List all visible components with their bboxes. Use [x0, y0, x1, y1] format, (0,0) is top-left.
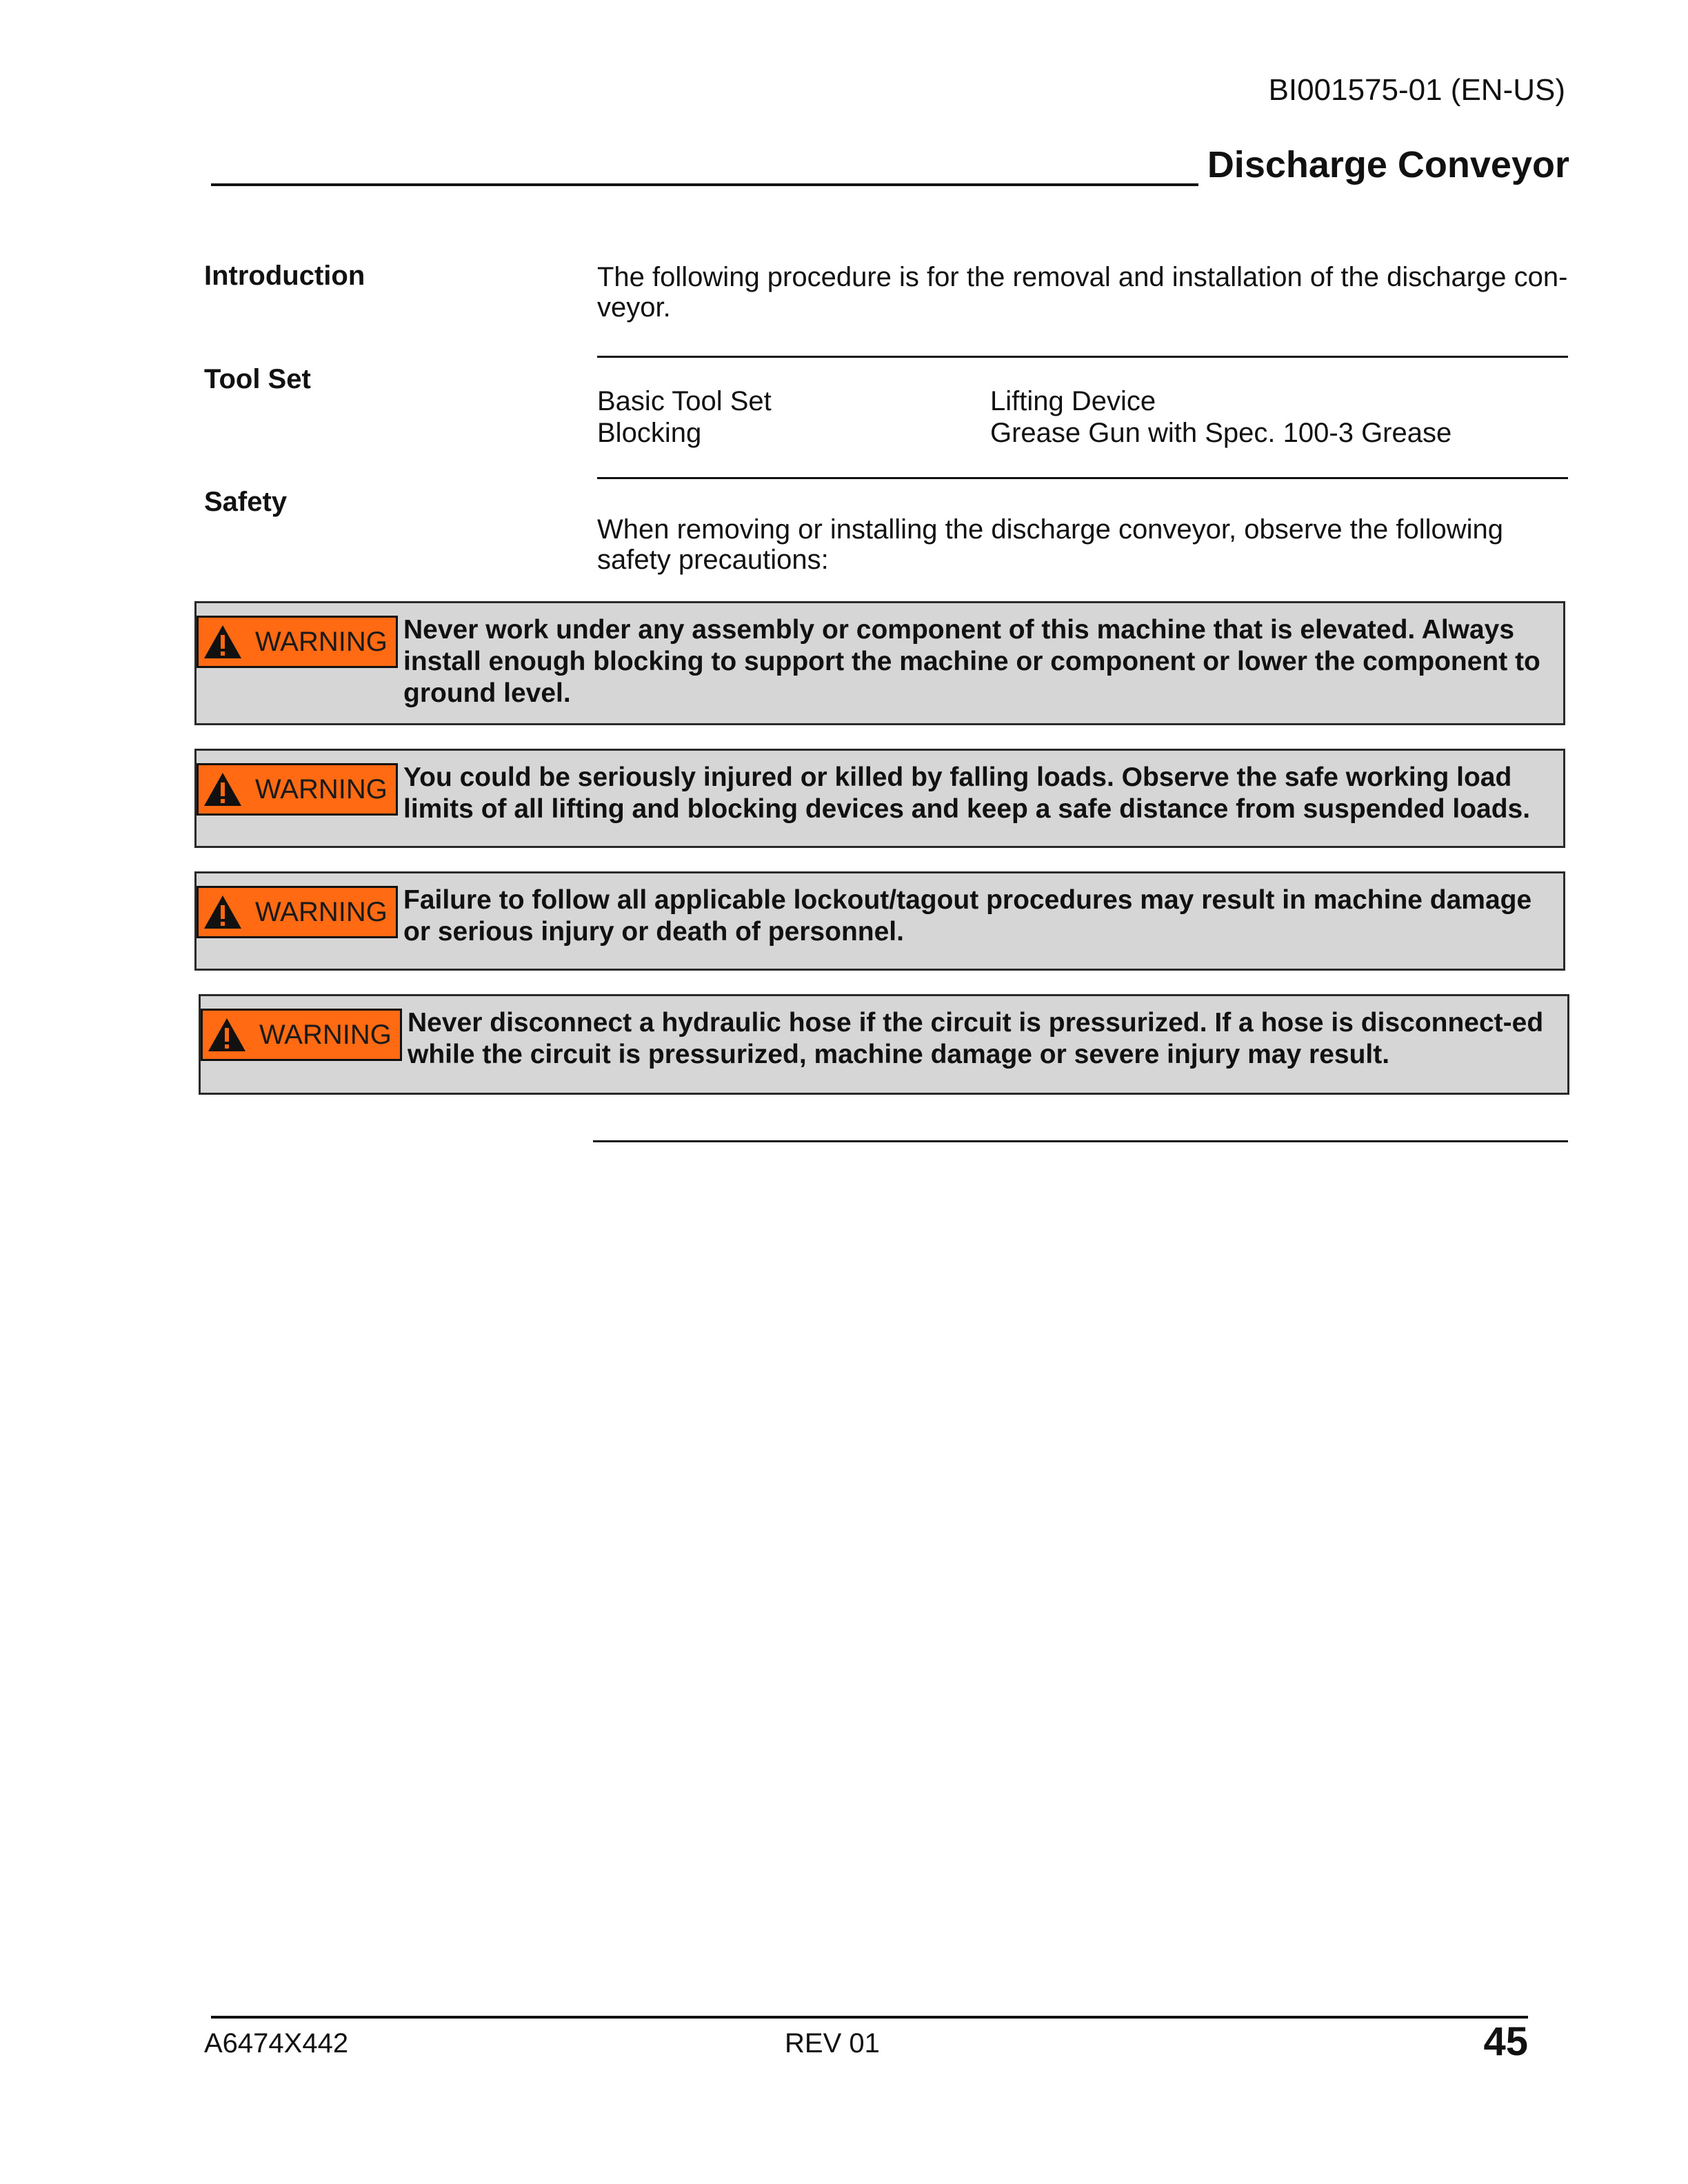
tool-item: Basic Tool Set: [597, 386, 772, 416]
tool-set-label: Tool Set: [204, 364, 311, 394]
footer-doc-number: A6474X442: [204, 2028, 349, 2059]
warning-tag: [201, 1009, 402, 1061]
introduction-label: Introduction: [204, 261, 365, 291]
tool-item: Blocking: [597, 418, 702, 448]
warning-label: WARNING: [255, 626, 388, 657]
section-divider: [597, 477, 1568, 479]
section-title: Discharge Conveyor: [1207, 144, 1569, 185]
safety-text: When removing or installing the discharge conveyor, observe the following safety precautions:: [597, 514, 1504, 575]
warning-label: WARNING: [255, 896, 388, 927]
warning-box: [194, 749, 1565, 848]
title-rule: [211, 183, 1198, 186]
warning-triangle-icon: [203, 771, 243, 808]
footer-rule: [211, 2016, 1528, 2019]
footer-revision: REV 01: [785, 2028, 880, 2059]
document-id: BI001575-01 (EN-US): [1268, 73, 1565, 107]
warning-triangle-icon: [203, 893, 243, 931]
warning-message: Never work under any assembly or component of this machine that is elevated. Always install enough blocking to support the machine or component or lower the component to ground level.: [403, 615, 1540, 708]
tool-item: Grease Gun with Spec. 100-3 Grease: [990, 418, 1452, 448]
warning-label: WARNING: [255, 774, 388, 805]
safety-label: Safety: [204, 487, 288, 517]
warning-message: Failure to follow all applicable lockout/tagout procedures may result in machine damage or serious injury or death of personnel.: [403, 885, 1532, 947]
warning-label: WARNING: [259, 1019, 392, 1050]
warning-triangle-icon: [203, 623, 243, 660]
introduction-text: The following procedure is for the removal and installation of the discharge con-veyor.: [597, 262, 1568, 323]
warning-triangle-icon: [207, 1016, 247, 1053]
tool-item: Lifting Device: [990, 386, 1156, 416]
section-divider: [593, 1140, 1568, 1142]
warning-tag: [197, 616, 398, 668]
warning-tag: [197, 886, 398, 938]
page-number: 45: [1483, 2019, 1528, 2064]
warning-message: You could be seriously injured or killed by falling loads. Observe the safe working load limits of all lifting and blocking devices and keep a safe distance from suspended loads.: [403, 762, 1531, 824]
warning-box: [199, 994, 1569, 1095]
warning-box: [194, 601, 1565, 725]
warning-message: Never disconnect a hydraulic hose if the circuit is pressurized. If a hose is disconnect-ed while the circuit is pressurized, machine damage or severe injury may result.: [408, 1008, 1544, 1069]
warning-box: [194, 871, 1565, 971]
section-divider: [597, 356, 1568, 358]
warning-tag: [197, 763, 398, 816]
